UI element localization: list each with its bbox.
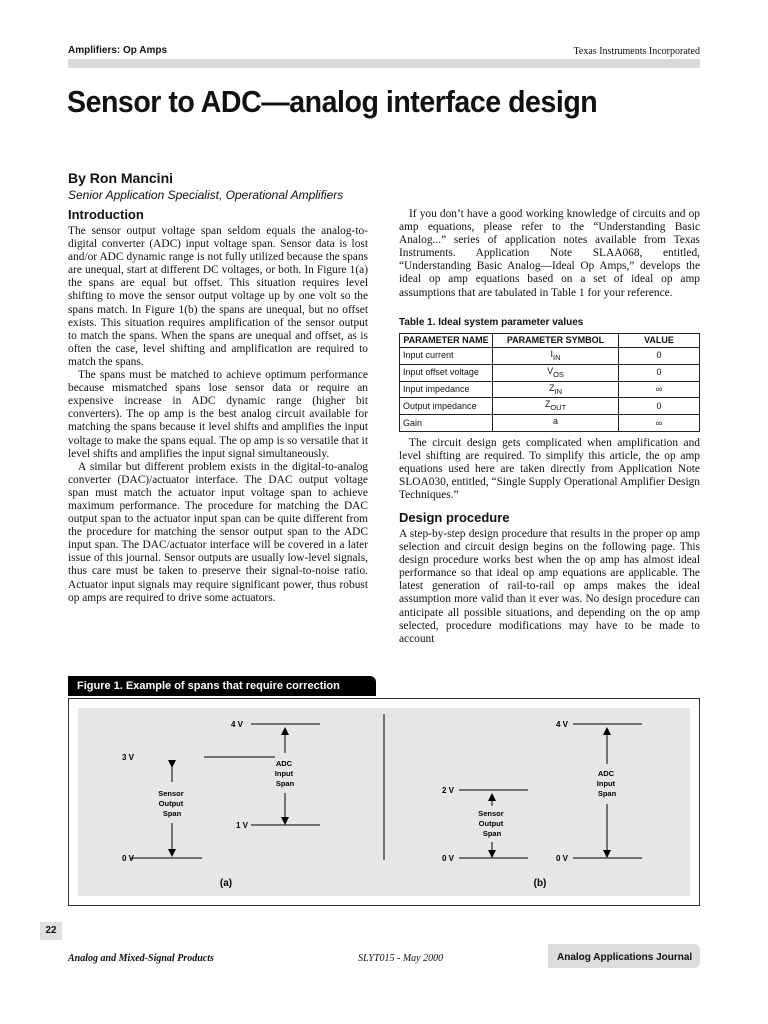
footer-journal: Analog Applications Journal <box>557 952 693 963</box>
param-name: Input impedance <box>400 381 493 398</box>
author-role: Senior Application Specialist, Operational Amplifiers <box>68 188 344 202</box>
label-0v-adc: 0 V <box>555 854 569 863</box>
table-row <box>400 415 700 432</box>
param-symbol: $Z_{IN}$ <box>493 381 619 398</box>
author-byline: By Ron Mancini <box>68 170 174 186</box>
param-symbol: $V_{OS}$ <box>493 364 619 381</box>
header-company: Texas Instruments Incorporated <box>573 46 700 57</box>
intro-paragraph-3: A similar but different problem exists in the digital-to-analog converter (DAC)/actuator interface. The DAC output voltage span must match the actuator input voltage span to achieve maximum performance. The procedure for matching the DAC output span to the actuator input span can be quite different from the procedure for matching the sensor output span to the ADC input span. The DAC/actuator interface will be covered in a later issue of this journal. Sensor outputs are usually low-level signals, thus care must be taken to preserve their signal-to-noise ratio. Actuator input signals may require significant power, thus robust op amps are required to drive some actuators. <box>68 460 368 604</box>
param-value: ∞ <box>619 415 700 432</box>
panel-a-label: (a) <box>219 878 233 889</box>
table-header-cell: PARAMETER NAME <box>400 334 493 348</box>
table-header-cell: PARAMETER SYMBOL <box>493 334 619 348</box>
label-2v: 2 V <box>441 786 455 795</box>
right-paragraph-1: If you don’t have a good working knowledge of circuits and op amp equations, please refer to the “Understanding Basic Analog...” series of application notes available from Texas Instruments. Application Note SLAA068, entitled, “Understanding Basic Analog—Ideal Op Amps,” develops the ideal op amp equations based on a set of ideal op amp assumptions that are tabulated in Table 1 for your reference. <box>399 208 700 299</box>
panel-b-label: (b) <box>533 878 547 889</box>
label-1v: 1 V <box>235 821 249 830</box>
footer-publication: Analog and Mixed-Signal Products <box>68 953 214 964</box>
figure-caption: Figure 1. Example of spans that require correction <box>68 676 376 696</box>
header-section: Amplifiers: Op Amps <box>68 45 168 56</box>
label-0v-sensor: 0 V <box>441 854 455 863</box>
right-paragraph-2-block <box>399 437 700 502</box>
footer-doc-id: SLYT015 - May 2000 <box>358 953 444 964</box>
param-symbol: a <box>493 415 619 432</box>
adc-span-label: ADC Input Span <box>596 769 617 798</box>
adc-span-label: ADC Input Span <box>274 759 295 788</box>
right-paragraph-3: A step-by-step design procedure that results in the proper op amp selection and circuit design begins on the following page. This design procedure works best when the op amp has almost ideal performance so that ideal op amp equations are applicable. The latest generation of rail-to-rail op amps makes the ideal assumption more valid than it ever was. No design procedure can anticipate all possible situations, and depending on the op amp selected, procedure modifications may have to be made to account <box>399 528 700 645</box>
param-value: 0 <box>619 398 700 415</box>
right-paragraph-2: The circuit design gets complicated when amplification and level shifting are required. To simplify this article, the op amp equations used here are taken directly from Application Note SLOA030, entitled, “Single Supply Operational Amplifier Design Techniques.” <box>399 437 700 502</box>
table-row <box>400 364 700 381</box>
param-name: Input current <box>400 348 493 365</box>
intro-paragraph-1: The sensor output voltage span seldom equals the analog-to-digital converter (ADC) input voltage span. Sensor data is lost and/or ADC dynamic range is not fully utilized because the spans are unequal, start at different DC voltages, or both. In Figure 1(a) the spans are equal but offset. This situation requires level shifting to move the sensor output voltage up by one volt so the spans match. In Figure 1(b) the spans are unequal, but no offset exists. This situation requires amplification of the sensor output to match the spans. When the spans are unequal and offset, as is often the case, level shifting and amplification are required to match the spans. <box>68 225 368 368</box>
param-name: Input offset voltage <box>400 364 493 381</box>
table-header-cell: VALUE <box>619 334 700 348</box>
design-heading: Design procedure <box>399 510 510 525</box>
table-header-row <box>400 334 700 348</box>
sensor-span-label: Sensor Output Span <box>478 809 504 838</box>
table-caption: Table 1. Ideal system parameter values <box>399 317 584 328</box>
param-value: 0 <box>619 348 700 365</box>
right-paragraph-3-block <box>399 528 700 646</box>
param-symbol: $I_{IN}$ <box>493 348 619 365</box>
sensor-span-label: Sensor Output Span <box>158 789 184 818</box>
param-symbol: $Z_{OUT}$ <box>493 398 619 415</box>
intro-heading: Introduction <box>68 207 144 222</box>
table-row <box>400 381 700 398</box>
intro-paragraph-2: The spans must be matched to achieve optimum performance because mismatched spans lose sensor data or require an expensive increase in ADC dynamic range (higher bit converters). The op amp is the best analog circuit available for matching the spans because it level shifts and amplifies the input voltage to make the spans equal. The op amp is so versatile that it level shifts and amplifies the input signal simultaneously. <box>68 369 368 460</box>
label-3v: 3 V <box>121 753 135 762</box>
label-4v: 4 V <box>555 720 569 729</box>
label-4v: 4 V <box>230 720 244 729</box>
header-rule <box>68 59 700 68</box>
intro-body <box>68 225 368 605</box>
table-row <box>400 398 700 415</box>
right-paragraph-1-block <box>399 208 700 300</box>
label-0v: 0 V <box>121 854 135 863</box>
param-name: Gain <box>400 415 493 432</box>
param-value: ∞ <box>619 381 700 398</box>
page-number: 22 <box>40 922 62 940</box>
figure-diagram <box>68 698 700 906</box>
param-name: Output impedance <box>400 398 493 415</box>
param-value: 0 <box>619 364 700 381</box>
parameter-table <box>399 333 700 432</box>
article-title: Sensor to ADC—analog interface design <box>67 84 598 119</box>
table-row <box>400 348 700 365</box>
